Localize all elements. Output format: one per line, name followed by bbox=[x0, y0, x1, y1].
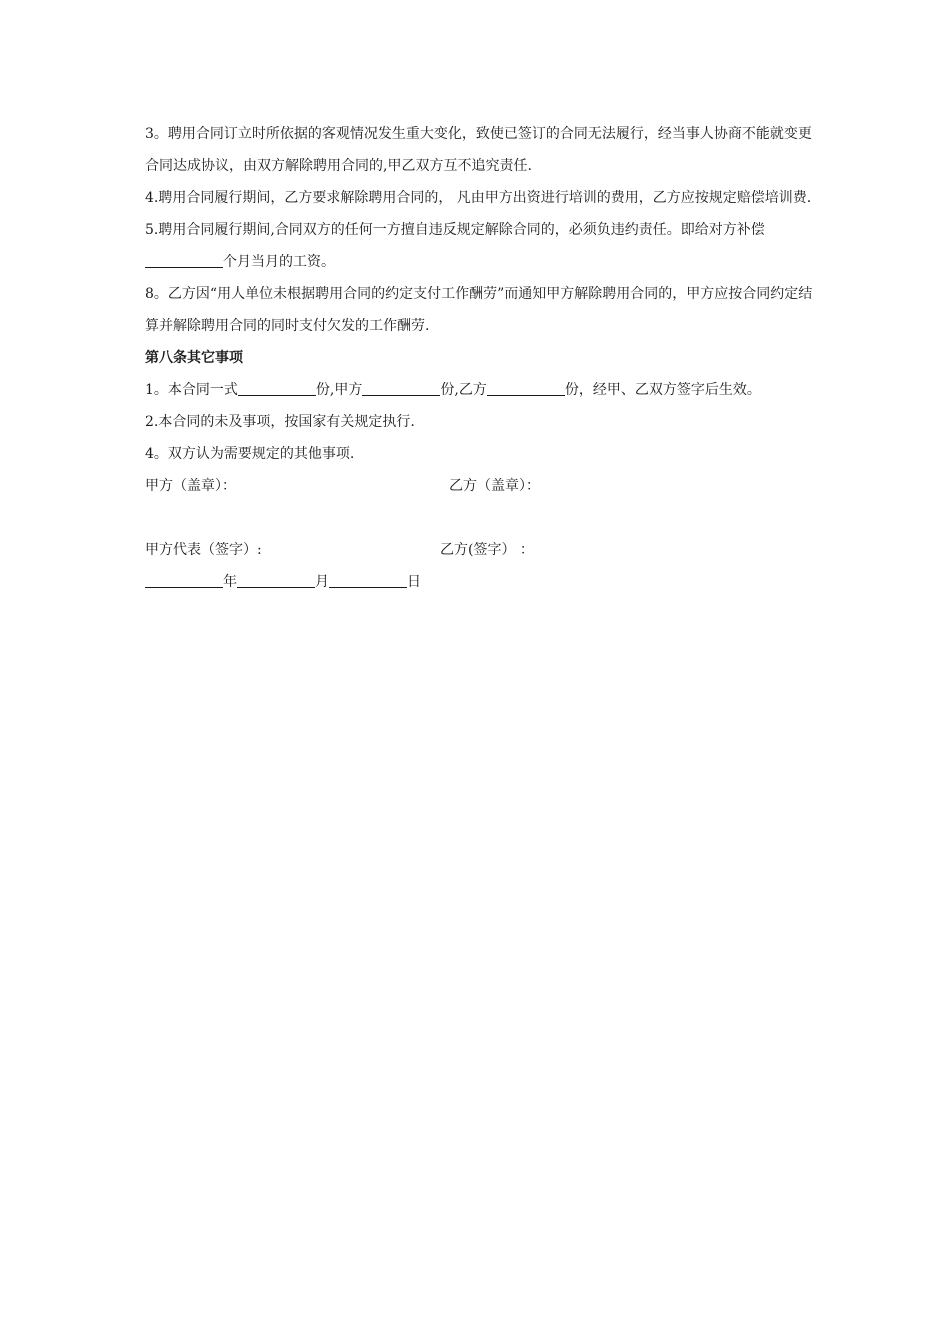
party-a-seal-label: 甲方（盖章）： bbox=[145, 478, 236, 494]
compensation-months-blank[interactable] bbox=[145, 253, 223, 268]
year-blank[interactable] bbox=[145, 573, 223, 588]
item-1-text: 1。本合同一式 bbox=[145, 382, 238, 398]
clause-5-text: 5.聘用合同履行期间,合同双方的任何一方擅自违反规定解除合同的，必须负违约责任。即给对方补偿 bbox=[145, 222, 765, 238]
signature-row bbox=[145, 534, 825, 566]
item-1-party-b-text: 份,乙方 bbox=[440, 382, 487, 398]
item-1-party-a-text: 份,甲方 bbox=[315, 382, 363, 398]
clause-4: 4.聘用合同履行期间，乙方要求解除聘用合同的， 凡由甲方出资进行培训的费用，乙方应按规定赔偿培训费. bbox=[145, 190, 812, 206]
date-line bbox=[145, 566, 825, 598]
year-label: 年 bbox=[223, 574, 237, 590]
party-b-seal-label: 乙方（盖章）： bbox=[449, 478, 540, 494]
party-a-copies-blank[interactable] bbox=[362, 381, 440, 396]
article-8-item-1 bbox=[145, 374, 825, 406]
article-8-item-4: 4。双方认为需要规定的其他事项. bbox=[145, 446, 355, 462]
seal-spacer bbox=[145, 502, 825, 534]
clause-3: 3。聘用合同订立时所依据的客观情况发生重大变化，致使已签订的合同无法履行，经当事人协商不能就变更合同达成协议，由双方解除聘用合同的,甲乙双方互不追究责任. bbox=[145, 126, 812, 174]
item-1-tail: 份，经甲、乙双方签字后生效。 bbox=[564, 382, 761, 398]
month-label: 月 bbox=[315, 574, 329, 590]
article-8-item-2: 2.本合同的未及事项，按国家有关规定执行. bbox=[145, 414, 415, 430]
contract-body bbox=[145, 118, 825, 598]
clause-8: 8。乙方因“用人单位未根据聘用合同的约定支付工作酬劳”而通知甲方解除聘用合同的，甲方应按合同约定结算并解除聘用合同的同时支付欠发的工作酬劳. bbox=[145, 286, 813, 334]
clause-5 bbox=[145, 214, 825, 278]
day-label: 日 bbox=[407, 574, 421, 590]
clause-5-tail: 个月当月的工资。 bbox=[223, 254, 335, 270]
month-blank[interactable] bbox=[237, 573, 315, 588]
seal-row bbox=[145, 470, 825, 502]
day-blank[interactable] bbox=[329, 573, 407, 588]
total-copies-blank[interactable] bbox=[238, 381, 316, 396]
party-b-sign-label: 乙方(签字） ： bbox=[440, 542, 534, 558]
article-8-heading: 第八条其它事项 bbox=[145, 350, 243, 366]
party-b-copies-blank[interactable] bbox=[487, 381, 565, 396]
party-a-rep-label: 甲方代表（签字）: bbox=[145, 542, 262, 558]
